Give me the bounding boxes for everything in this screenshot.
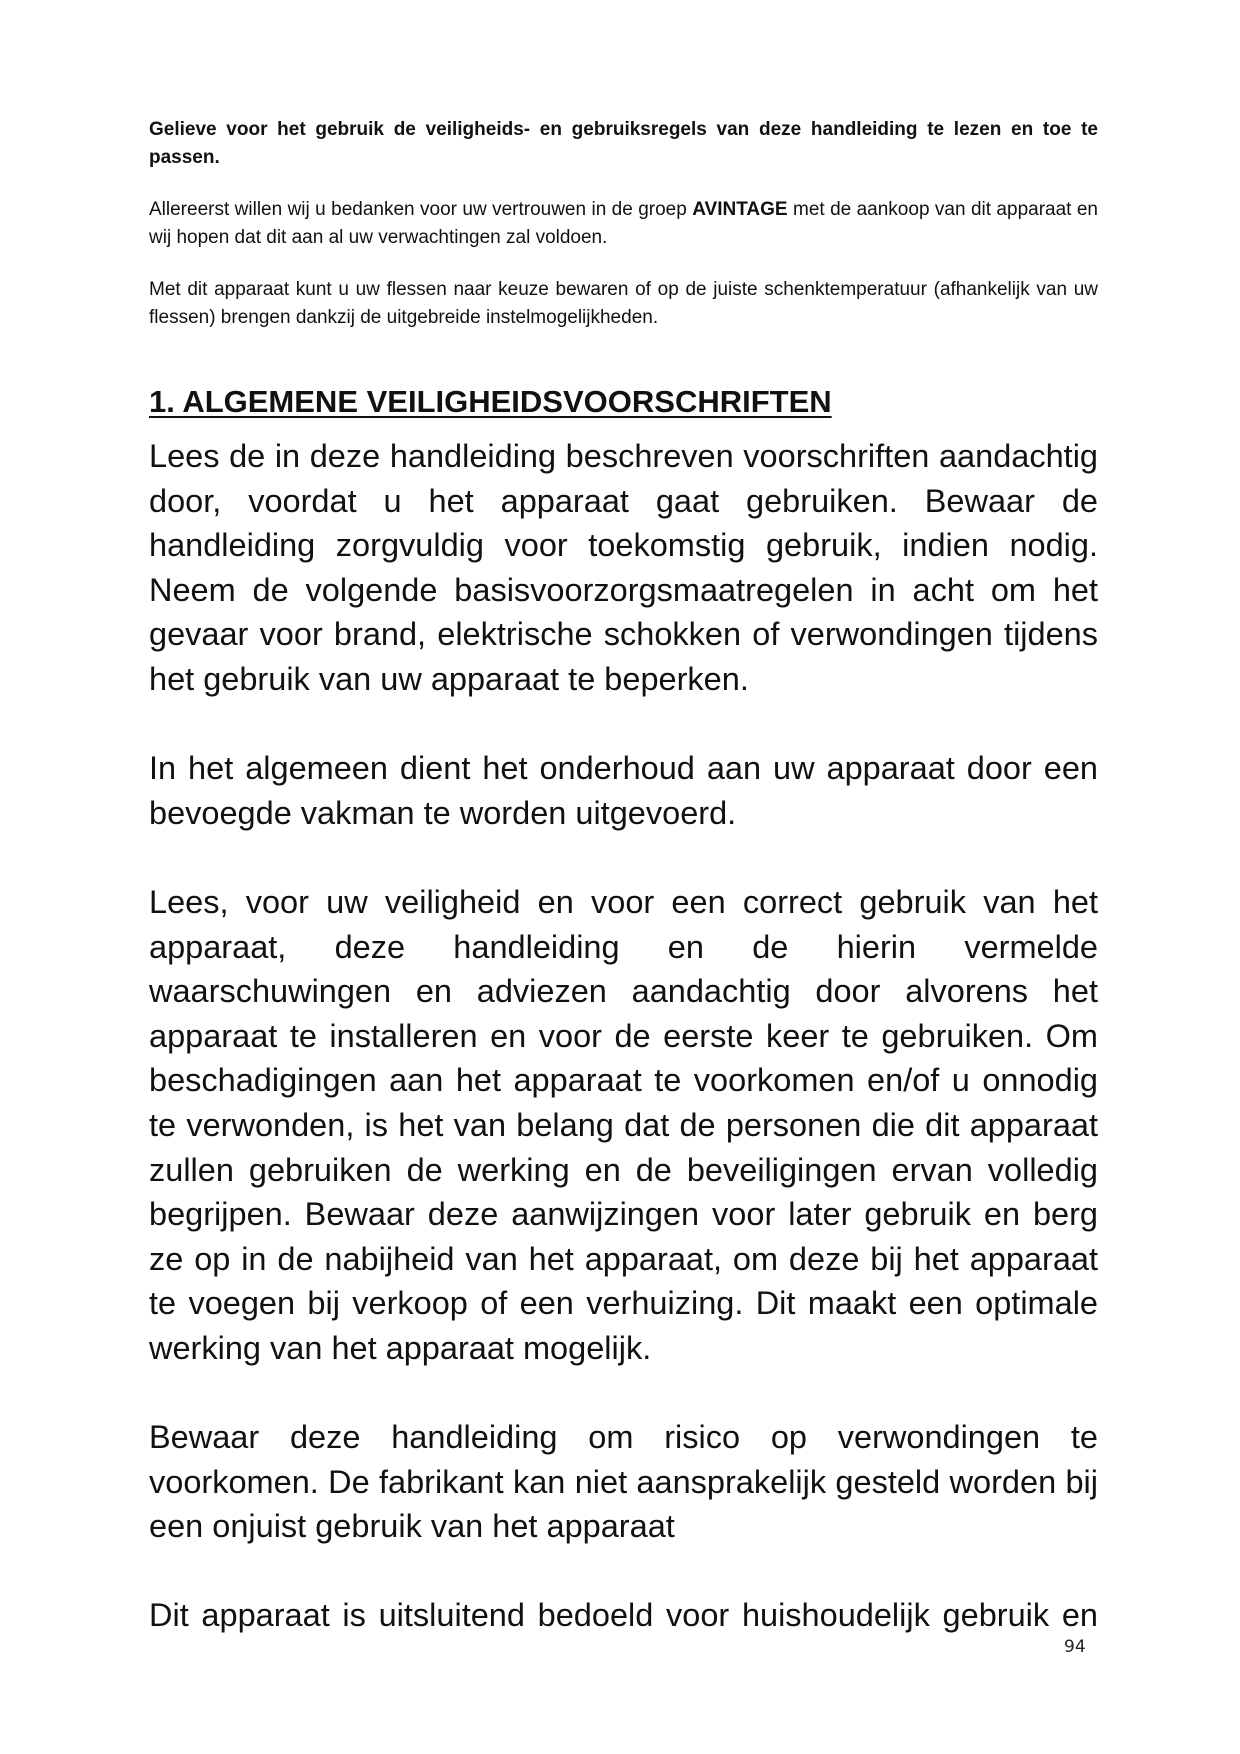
paragraph-read-instructions: Lees de in deze handleiding beschreven voorschriften aandachtig door, voordat u het apparaat gaat gebruiken. Bewaar de handleiding zorgvuldig voor toekomstig gebruik, indien nodig. Neem de volgende basisvoorzorgsmaatregelen in acht om het gevaar voor brand, elektrische schokken of verwondingen tijdens het gebruik van uw apparaat te beperken.	[149, 438, 1098, 697]
brand-name: AVINTAGE	[692, 199, 788, 220]
page-number: 94	[1064, 1637, 1086, 1657]
section-heading: 1. ALGEMENE VEILIGHEIDSVOORSCHRIFTEN	[149, 384, 832, 419]
document-page	[149, 116, 1098, 1638]
paragraph-safety-use: Lees, voor uw veiligheid en voor een correct gebruik van het apparaat, deze handleiding en de hierin vermelde waarschuwingen en adviezen aandachtig door alvorens het apparaat te installeren en voor de eerste keer te gebruiken. Om beschadigingen aan het apparaat te voorkomen en/of u onnodig te verwonden, is het van belang dat de personen die dit apparaat zullen gebruiken de werking en de beveiligingen ervan volledig begrijpen. Bewaar deze aanwijzingen voor later gebruik en berg ze op in de nabijheid van het apparaat, om deze bij het apparaat te voegen bij verkoop of een verhuizing. Dit maakt een optimale werking van het apparaat mogelijk.	[149, 883, 1098, 1366]
intro-thanks-text-before: Allereerst willen wij u bedanken voor uw vertrouwen in de groep	[149, 199, 693, 220]
intro-thanks	[149, 196, 1098, 252]
paragraph-household-use: Dit apparaat is uitsluitend bedoeld voor huishoudelijk gebruik en	[149, 1597, 1098, 1634]
intro-purpose: Met dit apparaat kunt u uw flessen naar keuze bewaren of op de juiste schenktemperatuur (afhankelijk van uw flessen) brengen dankzij de uitgebreide instelmogelijkheden.	[149, 279, 1098, 328]
paragraph-maintenance: In het algemeen dient het onderhoud aan uw apparaat door een bevoegde vakman te worden uitgevoerd.	[149, 750, 1098, 831]
intro-warning: Gelieve voor het gebruik de veiligheids- en gebruiksregels van deze handleiding te lezen en toe te passen.	[149, 119, 1098, 168]
paragraph-liability: Bewaar deze handleiding om risico op verwondingen te voorkomen. De fabrikant kan niet aansprakelijk gesteld worden bij een onjuist gebruik van het apparaat	[149, 1419, 1098, 1545]
intro-thanks-text-after: met de aankoop van dit apparaat en wij hopen dat dit aan al uw verwachtingen zal voldoen.	[149, 199, 1098, 248]
